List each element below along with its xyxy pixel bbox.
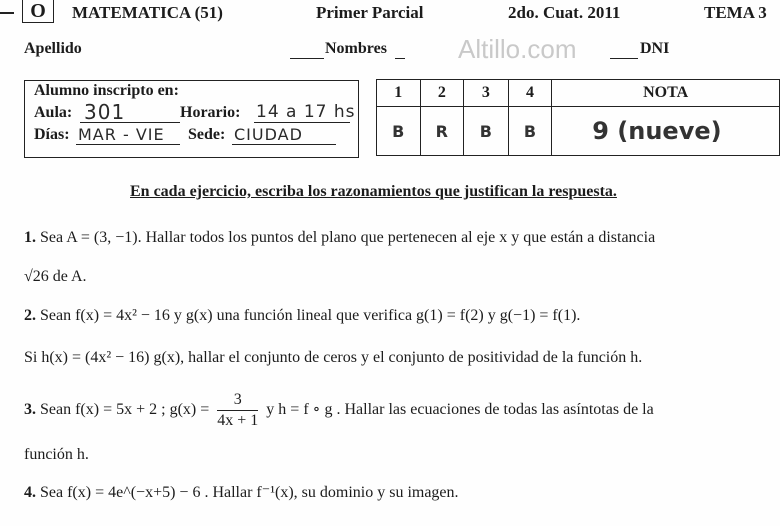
exercise-3-text-pre: Sean f(x) = 5x + 2 ; g(x) = xyxy=(40,401,210,419)
names-label: Nombres xyxy=(325,40,387,57)
horario-label: Horario: xyxy=(180,104,241,121)
exercise-1-text-line1: Sea A = (3, −1). Hallar todos los puntos del plano que pertenecen al eje x y que están a distancia xyxy=(40,229,656,246)
names-underline xyxy=(290,58,324,59)
grade-value-4: B xyxy=(508,107,552,156)
grade-header-1: 1 xyxy=(377,80,421,107)
horario-underline xyxy=(254,122,350,123)
aula-label: Aula: xyxy=(34,104,73,121)
exercise-1-line2: √26 de A. xyxy=(24,268,87,285)
sede-label: Sede: xyxy=(188,126,226,143)
grade-value-1: B xyxy=(377,107,421,156)
grade-header-2: 2 xyxy=(420,80,464,107)
exercise-2 xyxy=(24,307,580,325)
surname-label: Apellido xyxy=(24,40,82,57)
dias-label: Días: xyxy=(34,126,70,143)
dni-underline xyxy=(610,58,638,59)
exercise-1 xyxy=(24,229,655,247)
exam-period: 2do. Cuat. 2011 xyxy=(508,3,621,22)
grade-header-4: 4 xyxy=(508,80,552,107)
dias-underline xyxy=(76,144,180,145)
exercise-4-number: 4. xyxy=(24,484,36,501)
fraction-denominator: 4x + 1 xyxy=(217,412,259,429)
exercise-3-fraction xyxy=(217,390,258,431)
exam-version: TEMA 3 xyxy=(704,3,767,22)
fraction-numerator: 3 xyxy=(217,390,258,411)
left-dash xyxy=(0,12,14,14)
exercise-4-text: Sea f(x) = 4e^(−x+5) − 6 . Hallar f⁻¹(x), su dominio y su imagen. xyxy=(40,484,459,501)
grade-header-3: 3 xyxy=(464,80,509,107)
dni-label: DNI xyxy=(640,40,670,57)
exercise-2-line2: Si h(x) = (4x² − 16) g(x), hallar el conjunto de ceros y el conjunto de positividad de la función h. xyxy=(24,349,643,366)
sede-underline xyxy=(232,144,336,145)
grades-value-row xyxy=(377,107,780,156)
header-bar xyxy=(0,0,780,30)
dias-value: MAR - VIE xyxy=(78,125,165,144)
exam-name: Primer Parcial xyxy=(316,3,424,22)
grade-header-nota: NOTA xyxy=(552,80,780,107)
exercise-3-text-post: y h = f ∘ g . Hallar las ecuaciones de todas las asíntotas de la xyxy=(266,401,654,419)
horario-value: 14 a 17 hs xyxy=(256,102,356,122)
exercise-2-text-line1: Sean f(x) = 4x² − 16 y g(x) una función lineal que verifica g(1) = f(2) y g(−1) = f(1). xyxy=(40,307,581,324)
subject-title: MATEMATICA (51) xyxy=(72,3,223,22)
grade-value-2: R xyxy=(420,107,464,156)
exercise-3-number: 3. xyxy=(24,401,36,419)
watermark: Altillo.com xyxy=(458,34,577,64)
exam-code-box: O xyxy=(22,0,54,23)
grade-value-3: B xyxy=(464,107,509,156)
exercise-3 xyxy=(24,390,654,431)
exercise-2-number: 2. xyxy=(24,307,36,324)
exercise-4 xyxy=(24,484,459,502)
instructions: En cada ejercicio, escriba los razonamientos que justifican la respuesta. xyxy=(130,183,617,200)
exercise-1-number: 1. xyxy=(24,229,36,246)
grades-header-row xyxy=(377,80,780,107)
sede-value: CIUDAD xyxy=(234,125,303,144)
exercise-3-line2: función h. xyxy=(24,446,89,463)
names-underline-end xyxy=(395,58,405,59)
grades-table xyxy=(376,79,780,156)
enrollment-title: Alumno inscripto en: xyxy=(34,82,179,99)
aula-underline xyxy=(80,122,180,123)
aula-value: 301 xyxy=(84,100,126,124)
grade-value-nota: 9 (nueve) xyxy=(552,107,780,156)
